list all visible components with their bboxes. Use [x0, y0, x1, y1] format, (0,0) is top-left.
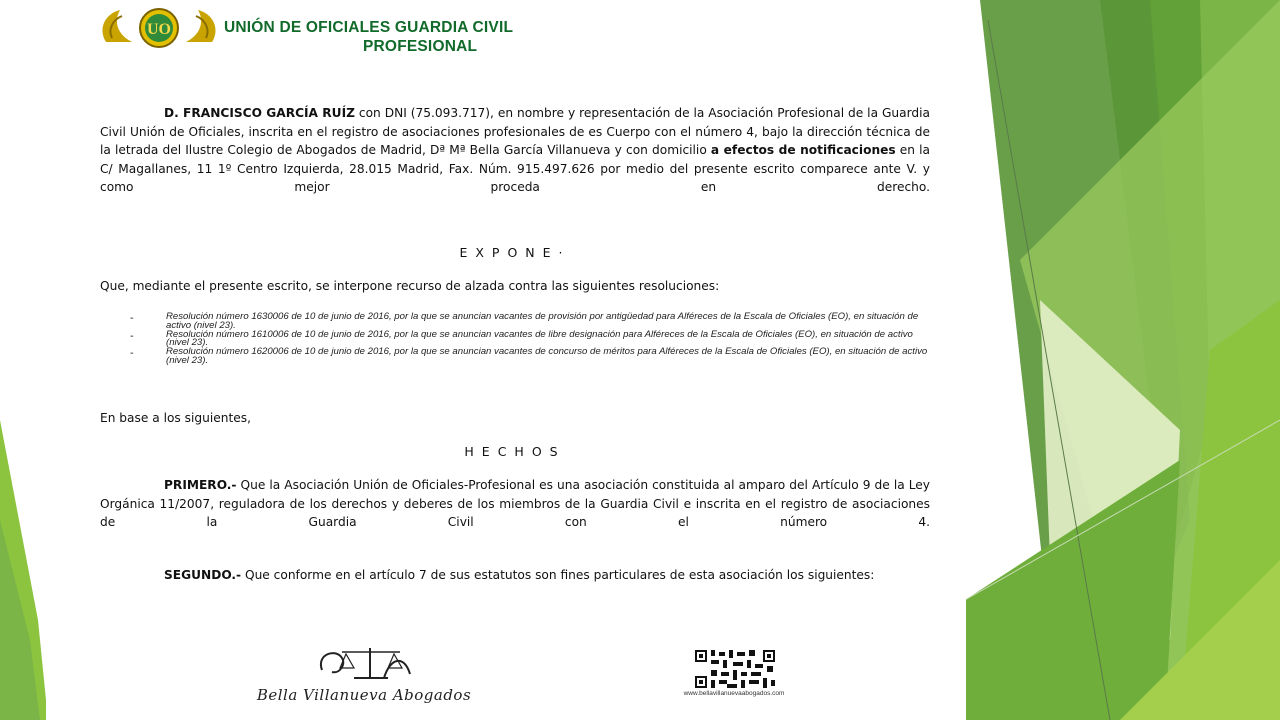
segundo-paragraph: [100, 566, 930, 585]
intro-paragraph: [100, 104, 930, 197]
resolutions-list: [130, 313, 930, 366]
org-name-line2: PROFESIONAL: [363, 38, 478, 55]
document-page: [46, 0, 966, 720]
list-item: - Resolución número 1630006 de 10 de junio de 2016, por la que se anuncian vacantes de provisión por antigüedad para Alféreces de la Escala de Oficiales (EO), en situación de activo (nivel 23).: [130, 313, 930, 331]
intro-text-2: en la C/ Magallanes, 11 1º Centro Izquierda, 28.015 Madrid, Fax. Núm. 915.497.626 por medio del presente escrito comparece ante V. y como mejor proceda en derecho.: [100, 143, 930, 195]
scales-of-justice-icon: [204, 644, 524, 684]
resolution-3: Resolución número 1620006 de 10 de junio de 2016, por la que se anuncian vacantes de concurso de méritos para Alféreces de la Escala de Oficiales (EO), en situación de activo (nivel 23).: [166, 346, 928, 366]
left-accent-bar: [0, 0, 50, 720]
qr-code-icon: [693, 648, 777, 690]
expone-paragraph: Que, mediante el presente escrito, se interpone recurso de alzada contra las siguientes resoluciones:: [100, 279, 720, 293]
expone-heading: EXPONE·: [459, 245, 571, 260]
letterhead: [98, 4, 678, 56]
segundo-text: Que conforme en el artículo 7 de sus estatutos son fines particulares de esta asociación los siguientes:: [241, 568, 875, 582]
list-item: - Resolución número 1610006 de 10 de junio de 2016, por la que se anuncian vacantes de libre designación para Alféreces de la Escala de Oficiales (EO), en situación de activo (nivel 23).: [130, 331, 930, 349]
resolution-1: Resolución número 1630006 de 10 de junio de 2016, por la que se anuncian vacantes de provisión por antigüedad para Alféreces de la Escala de Oficiales (EO), en situación de activo (nivel 23).: [166, 311, 919, 331]
notification-phrase: a efectos de notificaciones: [710, 143, 896, 158]
svg-text:UO: UO: [147, 21, 171, 38]
hechos-heading: HECHOS: [464, 444, 566, 459]
petitioner-name: D. FRANCISCO GARCÍA RUÍZ: [164, 106, 355, 120]
primero-label: PRIMERO.-: [164, 478, 237, 492]
uo-emblem-logo: [98, 4, 220, 52]
resolution-2: Resolución número 1610006 de 10 de junio de 2016, por la que se anuncian vacantes de libre designación para Alféreces de la Escala de Oficiales (EO), en situación de activo (nivel 23).: [166, 328, 913, 349]
intro-text-1: con DNI (75.093.717), en nombre y representación de la Asociación Profesional de la Guardia Civil Unión de Oficiales, inscrita en el registro de asociaciones profesionales de es Cuerpo con el número 4, bajo la dirección técnica de la letrada del Ilustre Colegio de Abogados de Madrid, Dª Mª Bella García Villanueva y con domicilio: [100, 106, 930, 158]
list-item: - Resolución número 1620006 de 10 de junio de 2016, por la que se anuncian vacantes de concurso de méritos para Alféreces de la Escala de Oficiales (EO), en situación de activo (nivel 23).: [130, 348, 930, 366]
segundo-label: SEGUNDO.-: [164, 568, 242, 582]
law-firm-signature: [204, 644, 524, 714]
firm-signature-text: Bella Villanueva Abogados: [256, 686, 472, 704]
primero-text: Que la Asociación Unión de Oficiales-Profesional es una asociación constituida al amparo del Artículo 9 de la Ley Orgánica 11/2007, reguladora de los derechos y deberes de los miembros de la Guardia Civil e inscrita en el registro de asociaciones de la Guardia Civil con el número 4.: [100, 478, 930, 530]
org-name-line1: UNIÓN DE OFICIALES GUARDIA CIVIL: [224, 19, 514, 36]
base-line: En base a los siguientes,: [100, 411, 251, 425]
website-url: www.bellavillanuevaabogados.com: [683, 690, 785, 697]
primero-paragraph: [100, 476, 930, 532]
